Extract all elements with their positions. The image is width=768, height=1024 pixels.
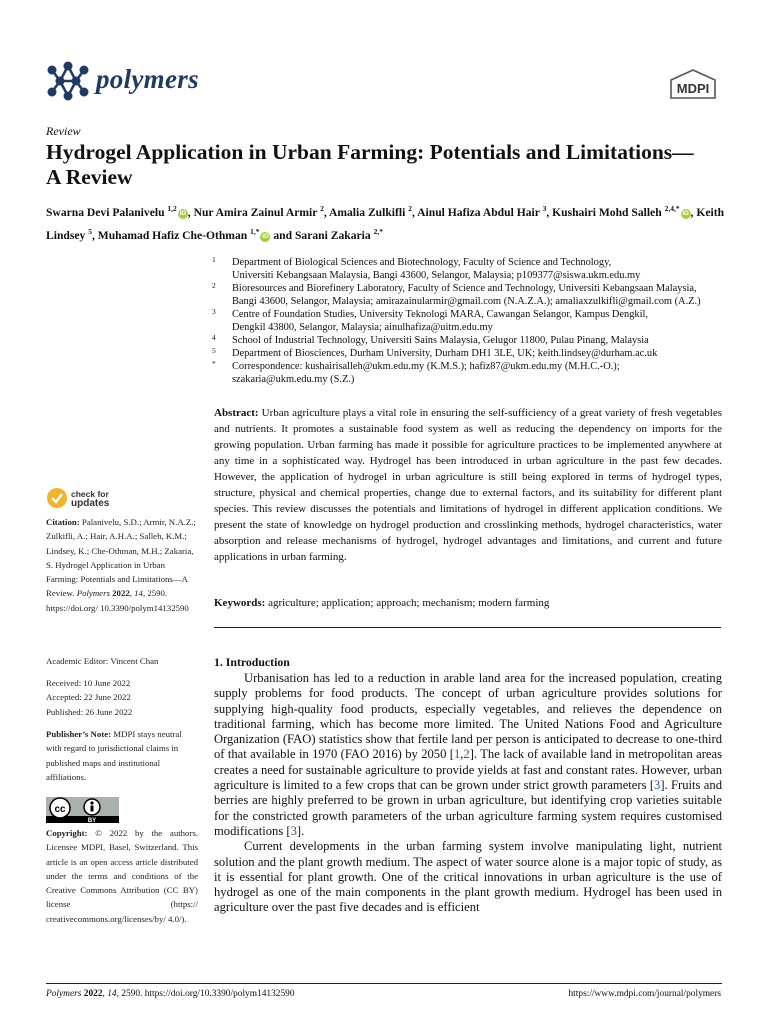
introduction-body xyxy=(214,671,722,916)
received-date: Received: 10 June 2022 xyxy=(46,678,131,688)
author-affiliation-sup: 5 xyxy=(88,226,92,236)
author-name[interactable]: Sarani Zakaria xyxy=(294,228,374,242)
author-separator: , xyxy=(411,205,418,219)
orcid-icon[interactable]: iD xyxy=(179,209,187,217)
journal-name: polymers xyxy=(96,64,199,94)
affiliation-line: School of Industrial Technology, Universiti Sains Malaysia, Gelugor 11800, Pulau Pinang, Malaysia xyxy=(232,335,649,346)
check-for-updates-label xyxy=(71,490,109,508)
affiliation-line: Correspondence: kushairisalleh@ukm.edu.my (K.M.S.); hafiz87@ukm.edu.my (M.H.C.-O.); xyxy=(232,361,620,372)
affiliation-line: Department of Biosciences, Durham University, Durham DH1 3LE, UK; keith.lindsey@durham.ac.uk xyxy=(232,348,658,359)
author-affiliation-sup: 2,* xyxy=(373,226,383,236)
check-for-updates-icon xyxy=(46,487,68,509)
affiliation-number: 5 xyxy=(212,346,216,355)
footer-journal-url[interactable]: https://www.mdpi.com/journal/polymers xyxy=(568,989,721,999)
affiliation-line: Universiti Kebangsaan Malaysia, Bangi 43600, Selangor, Malaysia; p109377@siswa.ukm.edu.my xyxy=(232,270,641,281)
divider xyxy=(214,627,721,628)
accepted-date: Accepted: 22 June 2022 xyxy=(46,692,131,703)
affiliation-number: * xyxy=(212,359,216,368)
published-date: Published: 26 June 2022 xyxy=(46,706,133,717)
article-type: Review xyxy=(46,124,81,138)
publisher-note-text: MDPI stays neutral with regard to jurisdictional claims in published maps and institutional affiliations. xyxy=(46,729,182,782)
intro-paragraph-1: Urbanisation has led to a reduction in arable land area for the increased population, creating supply problems for food products. The concept of urban agriculture provides solutions for supplying high-quality food products, especially vegetables, and relieves the dependence on traditional farming, which has become more limited. The United Nations Food and Agriculture Organization (FAO) statistics show that fertile land per person is anticipated to decrease to one-third of that available in 1970 (FAO 2016) by 2050 [1,2]. The lack of available land in metropolitan areas creates a need for sustainable agriculture to provide yields at fast and constant rates. However, urban agriculture is limited to a few crops that can be grown under strict growth parameters [3]. Fruits and berries are highly preferred to be grown in urban agriculture, but identifying crop varieties suitable for the constricted growth parameters of the urban agriculture farming system requires customised modifications [3]. xyxy=(214,671,722,838)
keywords-text: agriculture; application; approach; mechanism; modern farming xyxy=(268,597,550,609)
author-name[interactable]: Muhamad Hafiz Che-Othman xyxy=(97,228,251,242)
author-name[interactable]: Kushairi Mohd Salleh xyxy=(552,205,665,219)
author-name[interactable]: Amalia Zulkifli xyxy=(328,205,409,219)
publisher-logo[interactable] xyxy=(667,68,719,98)
citation-journal: Polymers xyxy=(76,588,110,599)
author-affiliation-sup: 2 xyxy=(408,204,412,213)
citation-doi[interactable]: , 2590. https://doi.org/ 10.3390/polym14132590 xyxy=(46,588,189,613)
ref-link[interactable]: 3 xyxy=(654,778,661,793)
check-updates-line2: updates xyxy=(71,498,110,509)
ref-link[interactable]: 3 xyxy=(290,823,297,838)
abstract-text: Urban agriculture plays a vital role in ensuring the self-sufficiency of a great variety of fresh vegetables and nutrients. It promotes a sustainable food system as well as reducing the dependency on imports for the growing population. Urban farming has made it possible for agriculture practices to be implemented anywhere at any time in a sophisticated way. Hydrogel has been introduced in urban agriculture in the past few decades. However, the application of hydrogel in urban agriculture is still being explored in terms of hydrogel types, structure, physical and chemical properties, change due to external factors, and its suitability for different plant species. This review discusses the potentials and limitations of hydrogel in different application conditions. We present the state of knowledge on hydrogel production and crosslinking methods, hydrogel characteristics, water absorption and release mechanisms of hydrogel, hydrogel advantages and limitations, and current and future applications in urban farming. xyxy=(214,407,722,563)
affiliation-item xyxy=(210,347,730,360)
copyright-text: © 2022 by the authors. Licensee MDPI, Basel, Switzerland. This article is an open access article distributed under the terms and conditions of the Creative Commons Attribution (CC BY) license (https:// creativecommons.org/licenses/by/ 4.0/). xyxy=(46,828,199,924)
footer-year: 2022 xyxy=(83,989,103,999)
affiliation-number: 2 xyxy=(212,281,216,290)
check-for-updates-button[interactable] xyxy=(46,487,68,509)
orcid-icon[interactable]: iD xyxy=(682,209,689,217)
keywords xyxy=(214,595,722,611)
svg-text:MDPI: MDPI xyxy=(676,81,710,96)
author-separator: , xyxy=(323,205,329,219)
author-affiliation-sup: 3 xyxy=(542,204,547,213)
footer-citation: Polymers 2022, 14, 2590. https://doi.org/10.3390/polym14132590 xyxy=(46,989,295,999)
footer-journal: Polymers xyxy=(46,989,82,999)
affiliation-line: Bioresources and Biorefinery Laboratory, Faculty of Science and Technology, Universiti Kebangsaan Malaysia, xyxy=(232,283,697,294)
copyright-label: Copyright: xyxy=(46,828,88,838)
affiliation-line: szakaria@ukm.edu.my (S.Z.) xyxy=(232,374,355,385)
author-separator: , xyxy=(690,205,697,219)
polymers-logo-icon xyxy=(44,60,92,104)
check-updates-line1: check for xyxy=(71,489,109,499)
abstract-label: Abstract: xyxy=(214,407,259,419)
affiliation-line: Dengkil 43800, Selangor, Malaysia; ainulhafiza@uitm.edu.my xyxy=(232,322,493,333)
academic-editor: Academic Editor: Vincent Chan xyxy=(46,656,159,666)
section-heading: 1. Introduction xyxy=(214,655,290,669)
publisher-note xyxy=(46,727,198,784)
author-affiliation-sup: 2,4,* xyxy=(664,204,680,213)
svg-text:cc: cc xyxy=(54,804,66,815)
ref-link[interactable]: 1 xyxy=(453,747,461,762)
affiliation-item xyxy=(210,256,730,282)
affiliation-item xyxy=(210,360,730,386)
author-affiliation-sup: 2 xyxy=(320,204,324,213)
citation-volume: 14 xyxy=(134,588,143,599)
ref-link[interactable]: 2 xyxy=(463,747,470,762)
abstract xyxy=(214,405,722,565)
citation-label: Citation: xyxy=(46,517,80,527)
author-separator: , xyxy=(187,205,194,219)
affiliations xyxy=(210,256,730,386)
author-separator: and xyxy=(270,228,295,242)
citation-text: Palanivelu, S.D.; Armir, N.A.Z.; Zulkifli, A.; Hair, A.H.A.; Salleh, K.M.; Lindsey, K.; Che-Othman, M.H.; Zakaria, S. Hydrogel Application in Urban Farming: Potentials and Limitations—A Review. xyxy=(46,517,196,599)
author-name[interactable]: Ainul Hafiza Abdul Hair xyxy=(417,205,543,219)
affiliation-item xyxy=(210,282,730,308)
affiliation-line: Bangi 43600, Selangor, Malaysia; amirazainularmir@gmail.com (N.A.Z.A.); amaliaxzulkifli@gmail.com (A.Z.) xyxy=(232,296,701,307)
svg-text:BY: BY xyxy=(87,818,97,823)
author-separator: , xyxy=(91,228,98,242)
orcid-icon[interactable]: iD xyxy=(262,232,269,240)
affiliation-number: 4 xyxy=(212,333,216,342)
cc-by-icon xyxy=(46,797,119,823)
citation-year: 2022 xyxy=(112,588,130,599)
affiliation-item xyxy=(210,334,730,347)
author-affiliation-sup: 1,* xyxy=(250,226,260,236)
cc-license-badge[interactable] xyxy=(46,797,119,823)
affiliation-number: 1 xyxy=(212,255,216,264)
author-name[interactable]: Nur Amira Zainul Armir xyxy=(193,205,321,219)
copyright xyxy=(46,826,198,926)
intro-paragraph-2: Current developments in the urban farming system involve manipulating light, nutrient solution and the plant growth medium. The aspect of water source alone is a major topic of study, as it is essential for plant growth. One of the critical innovations in urban agriculture is the use of hydrogel as one of the main components in the plant growth medium. Hydrogel has been used in agriculture over the past five decades and is efficient xyxy=(214,839,722,915)
affiliation-line: Centre of Foundation Studies, University Teknologi MARA, Cawangan Selangor, Kampus Dengkil, xyxy=(232,309,648,320)
dates xyxy=(46,676,198,719)
footer-volume: 14 xyxy=(107,989,117,999)
author-name[interactable]: Keith Lindsey xyxy=(46,205,725,242)
footer-divider xyxy=(46,983,722,984)
keywords-label: Keywords: xyxy=(214,597,266,609)
publisher-note-label: Publisher’s Note: xyxy=(46,729,112,739)
affiliation-line: Department of Biological Sciences and Biotechnology, Faculty of Science and Technology, xyxy=(232,257,612,268)
author-separator: , xyxy=(546,205,553,219)
affiliation-item xyxy=(210,308,730,334)
citation: Citation: Palanivelu, S.D.; Armir, N.A.Z.; Zulkifli, A.; Hair, A.H.A.; Salleh, K.M.; Lindsey, K.; Che-Othman, M.H.; Zakaria, S. Hydrogel Application in Urban Farming: Potentials and Limitations—A Review. Polymers 2022, 14, 2590. https://doi.org/ 10.3390/polym14132590 xyxy=(46,517,196,613)
mdpi-logo-icon xyxy=(667,68,719,100)
footer-doi[interactable]: , 2590. https://doi.org/10.3390/polym14132590 xyxy=(116,989,295,999)
author-name[interactable]: Swarna Devi Palanivelu xyxy=(46,205,168,219)
affiliation-number: 3 xyxy=(212,307,216,316)
article-title: Hydrogel Application in Urban Farming: Potentials and Limitations—A Review xyxy=(46,140,694,189)
author-affiliation-sup: 1,2 xyxy=(167,204,177,213)
author-list xyxy=(46,199,726,245)
